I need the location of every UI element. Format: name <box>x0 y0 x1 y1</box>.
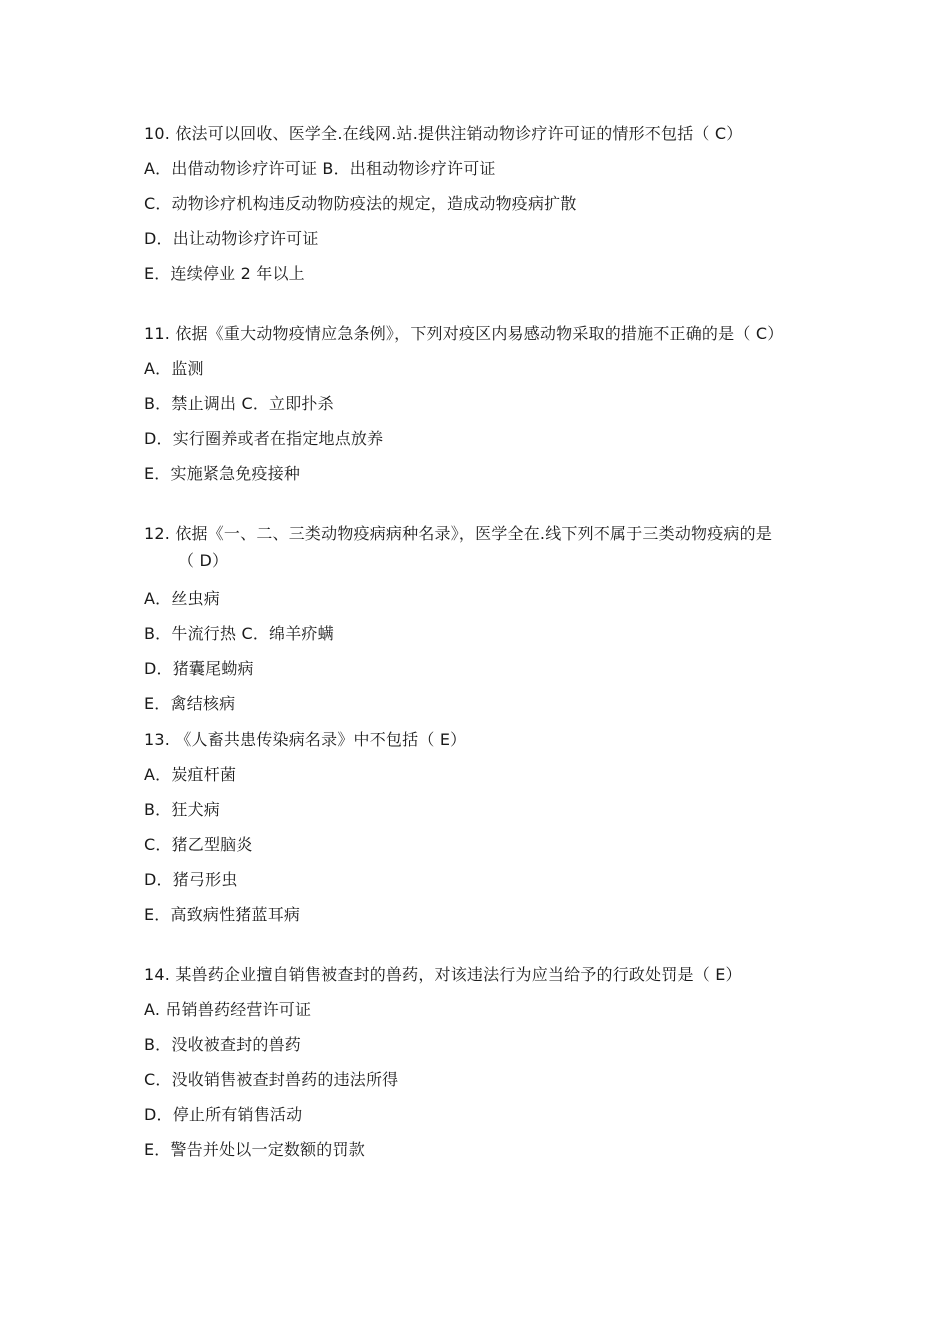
question-12-stem: 12. 依据《一、二、三类动物疫病病种名录》，医学全在.线下列不属于三类动物疫病的是 <box>144 524 773 543</box>
question-11-stem: 11. 依据《重大动物疫情应急条例》，下列对疫区内易感动物采取的措施不正确的是（ C） <box>144 324 784 343</box>
question-12-answer: （ D） <box>178 551 229 570</box>
question-11-option-e: E．实施紧急免疫接种 <box>144 464 301 483</box>
question-13-option-e: E．高致病性猪蓝耳病 <box>144 905 301 924</box>
question-10-option-ab: A．出借动物诊疗许可证 B．出租动物诊疗许可证 <box>144 159 496 178</box>
question-14-stem: 14. 某兽药企业擅自销售被查封的兽药，对该违法行为应当给予的行政处罚是（ E） <box>144 965 742 984</box>
question-10-option-d: D．出让动物诊疗许可证 <box>144 229 319 248</box>
question-10-option-e: E．连续停业 2 年以上 <box>144 264 305 283</box>
question-13-option-d: D．猪弓形虫 <box>144 870 238 889</box>
question-14-option-e: E．警告并处以一定数额的罚款 <box>144 1140 365 1159</box>
question-10-option-c: C．动物诊疗机构违反动物防疫法的规定，造成动物疫病扩散 <box>144 194 577 213</box>
question-14-option-c: C．没收销售被查封兽药的违法所得 <box>144 1070 399 1089</box>
question-12-option-e: E．禽结核病 <box>144 694 236 713</box>
question-14-option-d: D．停止所有销售活动 <box>144 1105 303 1124</box>
question-13-option-c: C．猪乙型脑炎 <box>144 835 253 854</box>
question-12-option-a: A．丝虫病 <box>144 589 220 608</box>
question-13-option-a: A．炭疽杆菌 <box>144 765 237 784</box>
question-14-option-a: A. 吊销兽药经营许可证 <box>144 1000 312 1019</box>
question-13-stem: 13. 《人畜共患传染病名录》中不包括（ E） <box>144 730 467 749</box>
question-11-option-a: A．监测 <box>144 359 204 378</box>
question-11-option-bc: B．禁止调出 C．立即扑杀 <box>144 394 334 413</box>
question-11-option-d: D．实行圈养或者在指定地点放养 <box>144 429 384 448</box>
question-14-option-b: B．没收被查封的兽药 <box>144 1035 301 1054</box>
question-13-option-b: B．狂犬病 <box>144 800 220 819</box>
question-12-option-d: D．猪囊尾蚴病 <box>144 659 254 678</box>
question-12-option-bc: B．牛流行热 C．绵羊疥螨 <box>144 624 334 643</box>
question-10-stem: 10. 依法可以回收、医学全.在线网.站.提供注销动物诊疗许可证的情形不包括（ C） <box>144 124 743 143</box>
